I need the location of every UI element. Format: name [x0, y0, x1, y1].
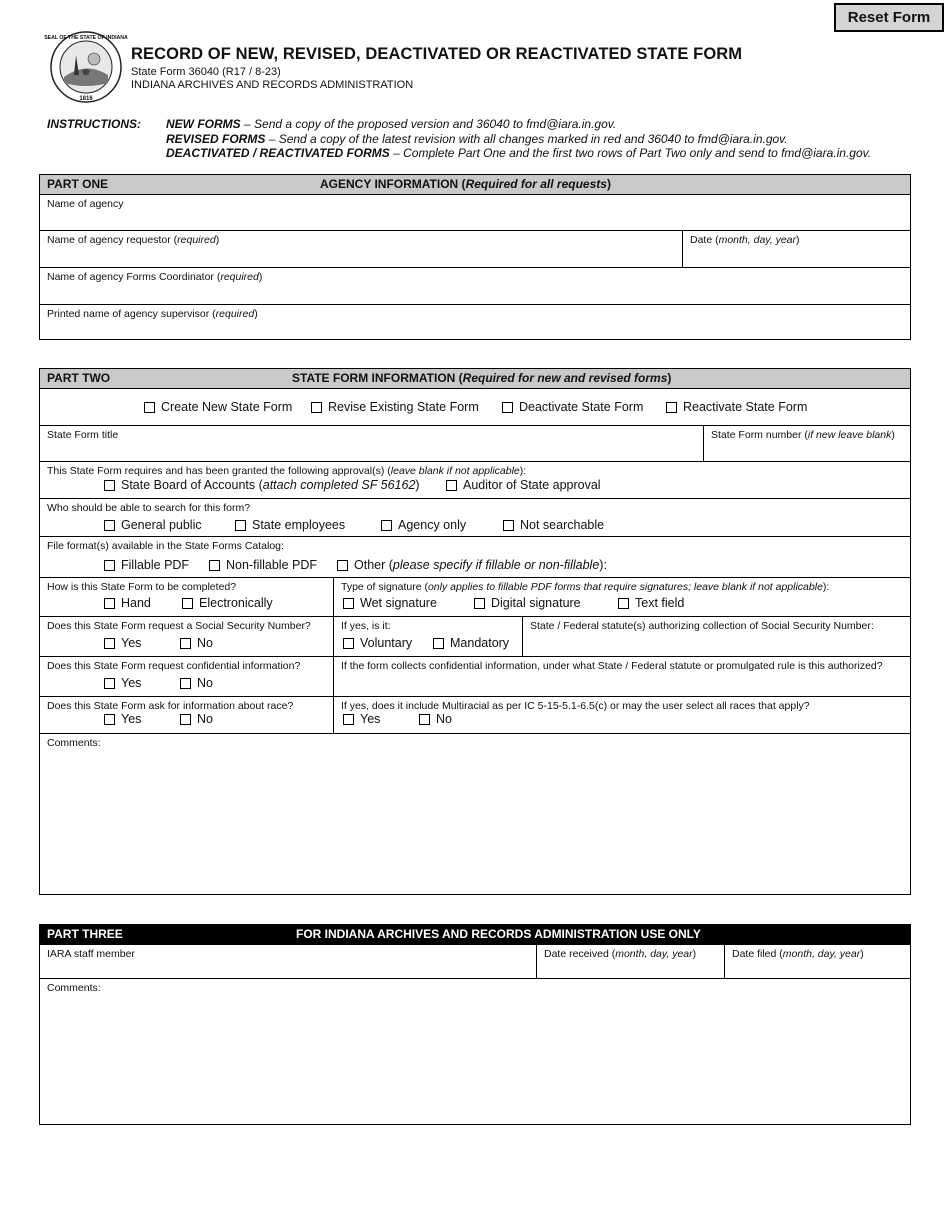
part-two-comments-field[interactable]: [40, 734, 910, 896]
form-number-field[interactable]: [703, 426, 910, 461]
instruction-revised-forms: REVISED FORMS – Send a copy of the latest revision with all changes marked in red and 36040 to fmd@iara.in.gov.: [166, 132, 788, 146]
part-two-section: [39, 368, 911, 895]
auditor-approval-checkbox[interactable]: Auditor of State approval: [446, 478, 601, 492]
search-state-employees-checkbox[interactable]: State employees: [235, 518, 345, 532]
part-three-header: [40, 925, 910, 945]
ssn-voluntary-checkbox[interactable]: Voluntary: [343, 636, 412, 650]
search-agency-only-checkbox[interactable]: Agency only: [381, 518, 466, 532]
forms-coordinator-label: Name of agency Forms Coordinator (required): [47, 271, 263, 283]
supervisor-field[interactable]: [40, 305, 910, 341]
part-one-header: [40, 175, 910, 195]
search-general-public-checkbox[interactable]: General public: [104, 518, 202, 532]
date-filed-label: Date filed (month, day, year): [732, 948, 864, 960]
ssn-question-label: Does this State Form request a Social Security Number?: [47, 620, 311, 632]
request-date-field[interactable]: [682, 231, 910, 267]
ssn-statute-field[interactable]: [522, 617, 910, 656]
form-title-label: State Form title: [47, 429, 119, 441]
part-three-title: FOR INDIANA ARCHIVES AND RECORDS ADMINISTRATION USE ONLY: [296, 927, 701, 941]
ssn-yes-checkbox[interactable]: Yes: [104, 636, 141, 650]
iara-staff-field[interactable]: [40, 945, 536, 978]
request-date-label: Date (month, day, year): [690, 234, 800, 246]
create-new-form-checkbox[interactable]: Create New State Form: [144, 400, 292, 414]
agency-name-label: Name of agency: [47, 198, 124, 210]
multiracial-question-label: If yes, does it include Multiracial as per IC 5-15-5.1-6.5(c) or may the user select all races that apply?: [341, 700, 810, 712]
electronically-checkbox[interactable]: Electronically: [182, 596, 273, 610]
requestor-field[interactable]: [40, 231, 682, 267]
part-two-header: [40, 369, 910, 389]
reactivate-form-checkbox[interactable]: Reactivate State Form: [666, 400, 807, 414]
sboa-checkbox[interactable]: State Board of Accounts ( attach completed SF 56162 ): [104, 478, 420, 492]
non-fillable-pdf-checkbox[interactable]: Non-fillable PDF: [209, 558, 317, 572]
requestor-label: Name of agency requestor (required): [47, 234, 220, 246]
search-question-label: Who should be able to search for this form?: [47, 502, 251, 514]
part-one-label: PART ONE: [47, 177, 109, 191]
indiana-state-seal-icon: [44, 31, 128, 103]
date-received-label: Date received (month, day, year): [544, 948, 697, 960]
hand-checkbox[interactable]: Hand: [104, 596, 151, 610]
fillable-pdf-checkbox[interactable]: Fillable PDF: [104, 558, 189, 572]
form-number: State Form 36040 (R17 / 8-23): [131, 66, 281, 78]
part-two-comments-label: Comments:: [47, 737, 101, 749]
part-three-label: PART THREE: [47, 927, 123, 941]
part-three-comments-label: Comments:: [47, 982, 101, 994]
text-field-checkbox[interactable]: Text field: [618, 596, 684, 610]
other-format-checkbox[interactable]: Other ( please specify if fillable or non-fillable ):: [337, 558, 607, 572]
revise-form-checkbox[interactable]: Revise Existing State Form: [311, 400, 479, 414]
part-three-comments-field[interactable]: [40, 979, 910, 1125]
file-format-label: File format(s) available in the State Forms Catalog:: [47, 540, 284, 552]
form-title-field[interactable]: [40, 426, 703, 461]
multiracial-yes-checkbox[interactable]: Yes: [343, 712, 380, 726]
instruction-deactivated-forms: DEACTIVATED / REACTIVATED FORMS – Complete Part One and the first two rows of Part Two only and send to fmd@iara.in.gov.: [166, 146, 872, 160]
instruction-new-forms: NEW FORMS – Send a copy of the proposed version and 36040 to fmd@iara.in.gov.: [166, 117, 617, 131]
ssn-statute-label: State / Federal statute(s) authorizing collection of Social Security Number:: [530, 620, 874, 632]
confidential-question-label: Does this State Form request confidential information?: [47, 660, 301, 672]
date-filed-field[interactable]: [724, 945, 910, 978]
digital-signature-checkbox[interactable]: Digital signature: [474, 596, 581, 610]
wet-signature-checkbox[interactable]: Wet signature: [343, 596, 437, 610]
confidential-yes-checkbox[interactable]: Yes: [104, 676, 141, 690]
race-no-checkbox[interactable]: No: [180, 712, 213, 726]
supervisor-label: Printed name of agency supervisor (required): [47, 308, 258, 320]
search-not-searchable-checkbox[interactable]: Not searchable: [503, 518, 604, 532]
page-title: RECORD OF NEW, REVISED, DEACTIVATED OR REACTIVATED STATE FORM: [131, 45, 743, 63]
agency-name-heading: INDIANA ARCHIVES AND RECORDS ADMINISTRATION: [131, 79, 414, 91]
part-one-title: AGENCY INFORMATION (Required for all requests): [320, 177, 611, 191]
reset-form-button[interactable]: Reset Form: [834, 3, 944, 32]
confidential-statute-label: If the form collects confidential information, under what State / Federal statute or promulgated rule is this authorized?: [341, 660, 883, 672]
ssn-no-checkbox[interactable]: No: [180, 636, 213, 650]
part-one-section: [39, 174, 911, 340]
forms-coordinator-field[interactable]: [40, 268, 910, 305]
race-yes-checkbox[interactable]: Yes: [104, 712, 141, 726]
multiracial-no-checkbox[interactable]: No: [419, 712, 452, 726]
part-two-title: STATE FORM INFORMATION (Required for new and revised forms): [292, 371, 672, 385]
completion-method-label: How is this State Form to be completed?: [47, 581, 237, 593]
confidential-no-checkbox[interactable]: No: [180, 676, 213, 690]
ssn-ifyes-label: If yes, is it:: [341, 620, 391, 632]
approvals-label: This State Form requires and has been granted the following approval(s) (leave blank if not applicable):: [47, 465, 527, 477]
confidential-statute-field[interactable]: [333, 657, 910, 696]
signature-type-label: Type of signature (only applies to fillable PDF forms that require signatures; leave blank if not applicable):: [341, 581, 830, 593]
part-two-label: PART TWO: [47, 371, 111, 385]
seal-year: 1816: [79, 96, 93, 102]
deactivate-form-checkbox[interactable]: Deactivate State Form: [502, 400, 643, 414]
agency-name-row[interactable]: [40, 195, 910, 231]
race-question-label: Does this State Form ask for information about race?: [47, 700, 294, 712]
seal-text: SEAL OF THE STATE OF INDIANA: [44, 35, 128, 41]
date-received-field[interactable]: [536, 945, 724, 978]
instructions-label: INSTRUCTIONS:: [47, 117, 141, 131]
part-three-section: [39, 924, 911, 1125]
ssn-mandatory-checkbox[interactable]: Mandatory: [433, 636, 509, 650]
iara-staff-label: IARA staff member: [47, 948, 135, 960]
form-number-label: State Form number (if new leave blank): [711, 429, 895, 441]
